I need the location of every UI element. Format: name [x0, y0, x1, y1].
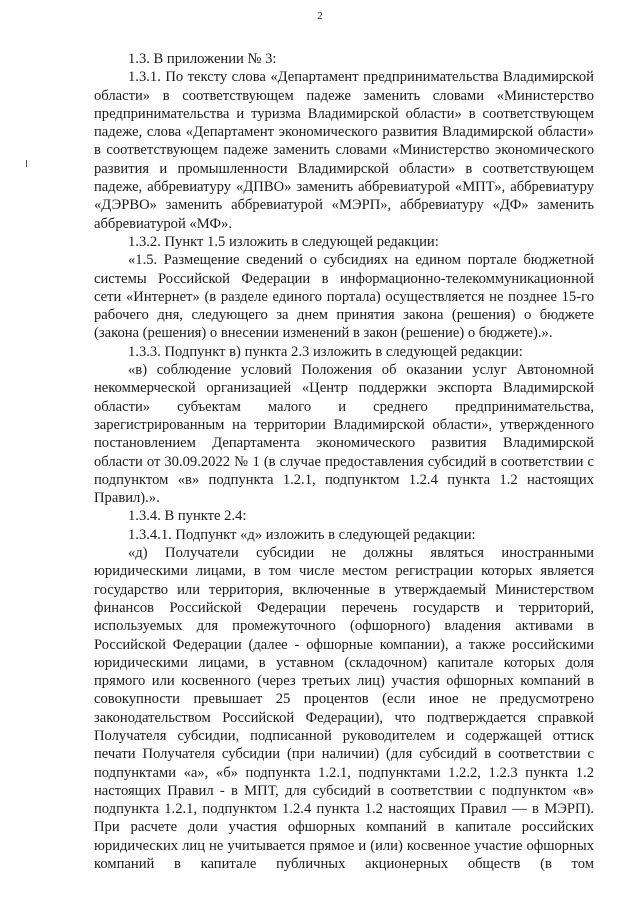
quoted-subparagraph-d: «д) Получатели субсидии не должны являться иностранными юридическими лицами, в том числе местом регистрации которых является государство или территория, включенные в утверждаемый Министерством финансов Российской Федерации перечень государств и территорий, используемых для промежуточного (офшорного) владения активами в Российской Федерации (далее - офшорные компании), а также российскими юридическими лицами, в уставном (складочном) капитале которых доля прямого или косвенного (через третьих лиц) участия офшорных компаний в совокупности превышает 25 процентов (если иное не предусмотрено законодательством Российской Федерации), что подтверждается справкой Получателя субсидии, подписанной руководителем и содержащей оттиск печати Получателя субсидии (при наличии) (для субсидий в соответствии с подпунктами «а», «б» подпункта 1.2.1, подпунктами 1.2.2, 1.2.3 пункта 1.2 настоящих Правил - в МПТ, для субсидий в соответствии с подпунктом «в» подпункта 1.2.1, подпунктом 1.2.4 пункта 1.2 настоящих Правил — в МЭРП). При расчете доли участия офшорных компаний в капитале российских юридических лиц не учитывается прямое и (или) косвенное участие офшорных компаний в капитале публичных акционерных обществ (в том: [94, 545, 594, 873]
paragraph-1-3-4: 1.3.4. В пункте 2.4:: [128, 508, 247, 525]
paragraph-1-3-1: 1.3.1. По тексту слова «Департамент предпринимательства Владимирской области» в соответствующем падеже заменить словами «Министерство предпринимательства и туризма Владимирской области» в соответствующем падеже, слова «Департамент экономического развития Владимирской области» в соответствующем падеже заменить словами «Министерство экономического развития и промышленности Владимирской области» в соответствующем падеже, аббревиатуру «ДПВО» заменить аббревиатурой «МПТ», аббревиатуру «ДЭРВО» заменить аббревиатурой «МЭРП», аббревиатуру «ДФ» заменить аббревиатурой «МФ».: [94, 69, 594, 232]
paragraph-1-3: 1.3. В приложении № 3:: [128, 51, 277, 67]
margin-mark: [26, 160, 27, 167]
quoted-subparagraph-v: «в) соблюдение условий Положения об оказании услуг Автономной некоммерческой организацией «Центр поддержки экспорта Владимирской области» субъектам малого и среднего предпринимательства, зарегистрированным на территории Владимирской области», утвержденного постановлением Департамента экономического развития Владимирской области от 30.09.2022 № 1 (в случае предоставления субсидий в соответствии с подпунктом «в» подпункта 1.2.1, подпунктом 1.2.4 пункта 1.2 настоящих Правил).».: [94, 362, 594, 507]
document-body: [94, 50, 594, 873]
paragraph-1-3-2: 1.3.2. Пункт 1.5 изложить в следующей редакции:: [128, 233, 439, 250]
page-number: 2: [317, 10, 323, 22]
paragraph-1-3-4-1: 1.3.4.1. Подпункт «д» изложить в следующей редакции:: [128, 526, 476, 543]
paragraph-1-3-3: 1.3.3. Подпункт в) пункта 2.3 изложить в следующей редакции:: [128, 343, 523, 360]
quoted-paragraph-1-5: «1.5. Размещение сведений о субсидиях на едином портале бюджетной системы Российской Федерации в информационно-телекоммуникационной сети «Интернет» (в разделе единого портала) осуществляется не позднее 15-го рабочего дня, следующего за днем принятия закона (решения) о бюджете (закона (решения) о внесении изменений в закон (решение) о бюджете).».: [94, 252, 594, 342]
